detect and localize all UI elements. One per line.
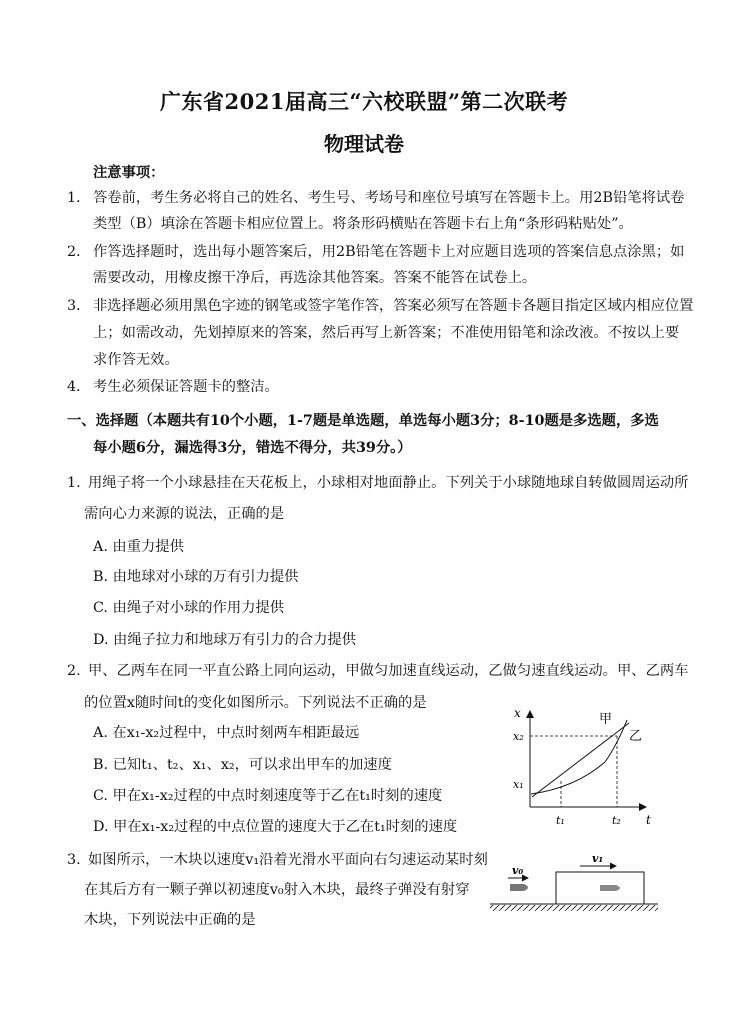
note-3-num: 3． <box>67 298 91 314</box>
graph-t-label: t <box>646 813 651 827</box>
q2-number: 2. <box>67 663 81 679</box>
graph-x2-label: x₂ <box>513 730 524 743</box>
graph-t2-label: t₂ <box>612 814 621 827</box>
note-1-line-2: 类型（B）填涂在答题卡相应位置上。将条形码横贴在答题卡右上角“条形码粘贴处”。 <box>93 216 633 232</box>
q1-stem-line-2: 需向心力来源的说法，正确的是 <box>84 506 285 522</box>
page-subtitle: 物理试卷 <box>324 132 404 156</box>
q1-option-c: C. 由绳子对小球的作用力提供 <box>93 600 285 616</box>
note-1-num: 1． <box>67 190 91 206</box>
section-heading-line-2: 每小题6分，漏选得3分，错选不得分，共39分。） <box>93 440 412 456</box>
q3-stem-line-2: 在其后方有一颗子弹以初速度v₀射入木块，最终子弹没有射穿 <box>84 882 470 898</box>
q1-number: 1. <box>67 475 81 491</box>
note-2-num: 2． <box>67 244 91 260</box>
embedded-bullet <box>600 885 620 891</box>
q1-option-a: A. 由重力提供 <box>93 539 184 555</box>
note-2-line-2: 需要改动，用橡皮擦干净后，再选涂其他答案。答案不能答在试卷上。 <box>93 270 537 286</box>
q1-stem-line-1: 用绳子将一个小球悬挂在天花板上，小球相对地面静止。下列关于小球随地球自转做圆周运动所 <box>88 475 689 491</box>
q2-option-c: C. 甲在x₁-x₂过程的中点时刻速度等于乙在t₁时刻的速度 <box>93 788 443 804</box>
incoming-bullet <box>510 884 528 891</box>
note-2-line-1: 作答选择题时，选出每小题答案后，用2B铅笔在答题卡上对应题目选项的答案信息点涂黑；如 <box>93 244 685 260</box>
graph-x-label: x <box>514 706 521 720</box>
note-4-line-1: 考生必须保证答题卡的整洁。 <box>93 379 279 395</box>
q1-option-d: D. 由绳子拉力和地球万有引力的合力提供 <box>93 632 357 648</box>
note-4-num: 4． <box>67 379 91 395</box>
q3-number: 3. <box>67 852 81 868</box>
q1-option-b: B. 由地球对小球的万有引力提供 <box>93 569 299 585</box>
v0-label: v₀ <box>512 864 524 877</box>
graph-jia-label: 甲 <box>599 712 613 727</box>
graph-x1-label: x₁ <box>513 778 524 791</box>
note-1-line-1: 答卷前，考生务必将自己的姓名、考生号、考场号和座位号填写在答题卡上。用2B铅笔将试卷 <box>93 190 685 206</box>
note-3-line-2: 上；如需改动，先划掉原来的答案，然后再写上新答案；不准使用铅笔和涂改液。不按以上要 <box>93 325 680 341</box>
q3-bullet-block-figure <box>488 850 663 912</box>
v1-label: v₁ <box>592 852 604 865</box>
note-3-line-1: 非选择题必须用黑色字迹的钢笔或签字笔作答，答案必须写在答题卡各题目指定区域内相应位置 <box>93 298 694 314</box>
q2-stem-line-1: 甲、乙两车在同一平直公路上同向运动，甲做匀加速直线运动，乙做匀速直线运动。甲、乙两车 <box>88 663 689 679</box>
q3-stem-line-1: 如图所示，一木块以速度v₁沿着光滑水平面向右匀速运动某时刻 <box>88 852 488 868</box>
q2-option-b: B. 已知t₁、t₂、x₁、x₂，可以求出甲车的加速度 <box>93 757 392 773</box>
notes-heading: 注意事项： <box>93 165 165 181</box>
section-heading-line-1: 一、选择题（本题共有10个小题，1-7题是单选题，单选每小题3分；8-10题是多选题，多选 <box>67 413 659 429</box>
q2-xt-graph <box>505 700 665 830</box>
graph-jia-curve <box>531 720 627 794</box>
q3-stem-line-3: 木块，下列说法中正确的是 <box>84 912 256 928</box>
ground-hatch <box>490 905 658 911</box>
page-title: 广东省2021届高三“六校联盟”第二次联考 <box>160 89 569 114</box>
graph-yi-line <box>532 723 629 797</box>
graph-t1-label: t₁ <box>556 814 565 827</box>
q2-stem-line-2: 的位置x随时间t的变化如图所示。下列说法不正确的是 <box>84 695 427 711</box>
q2-option-a: A. 在x₁-x₂过程中，中点时刻两车相距最远 <box>93 725 360 741</box>
graph-yi-label: 乙 <box>629 729 643 744</box>
note-3-line-3: 求作答无效。 <box>93 352 179 368</box>
q2-option-d: D. 甲在x₁-x₂过程的中点位置的速度大于乙在t₁时刻的速度 <box>93 819 458 835</box>
